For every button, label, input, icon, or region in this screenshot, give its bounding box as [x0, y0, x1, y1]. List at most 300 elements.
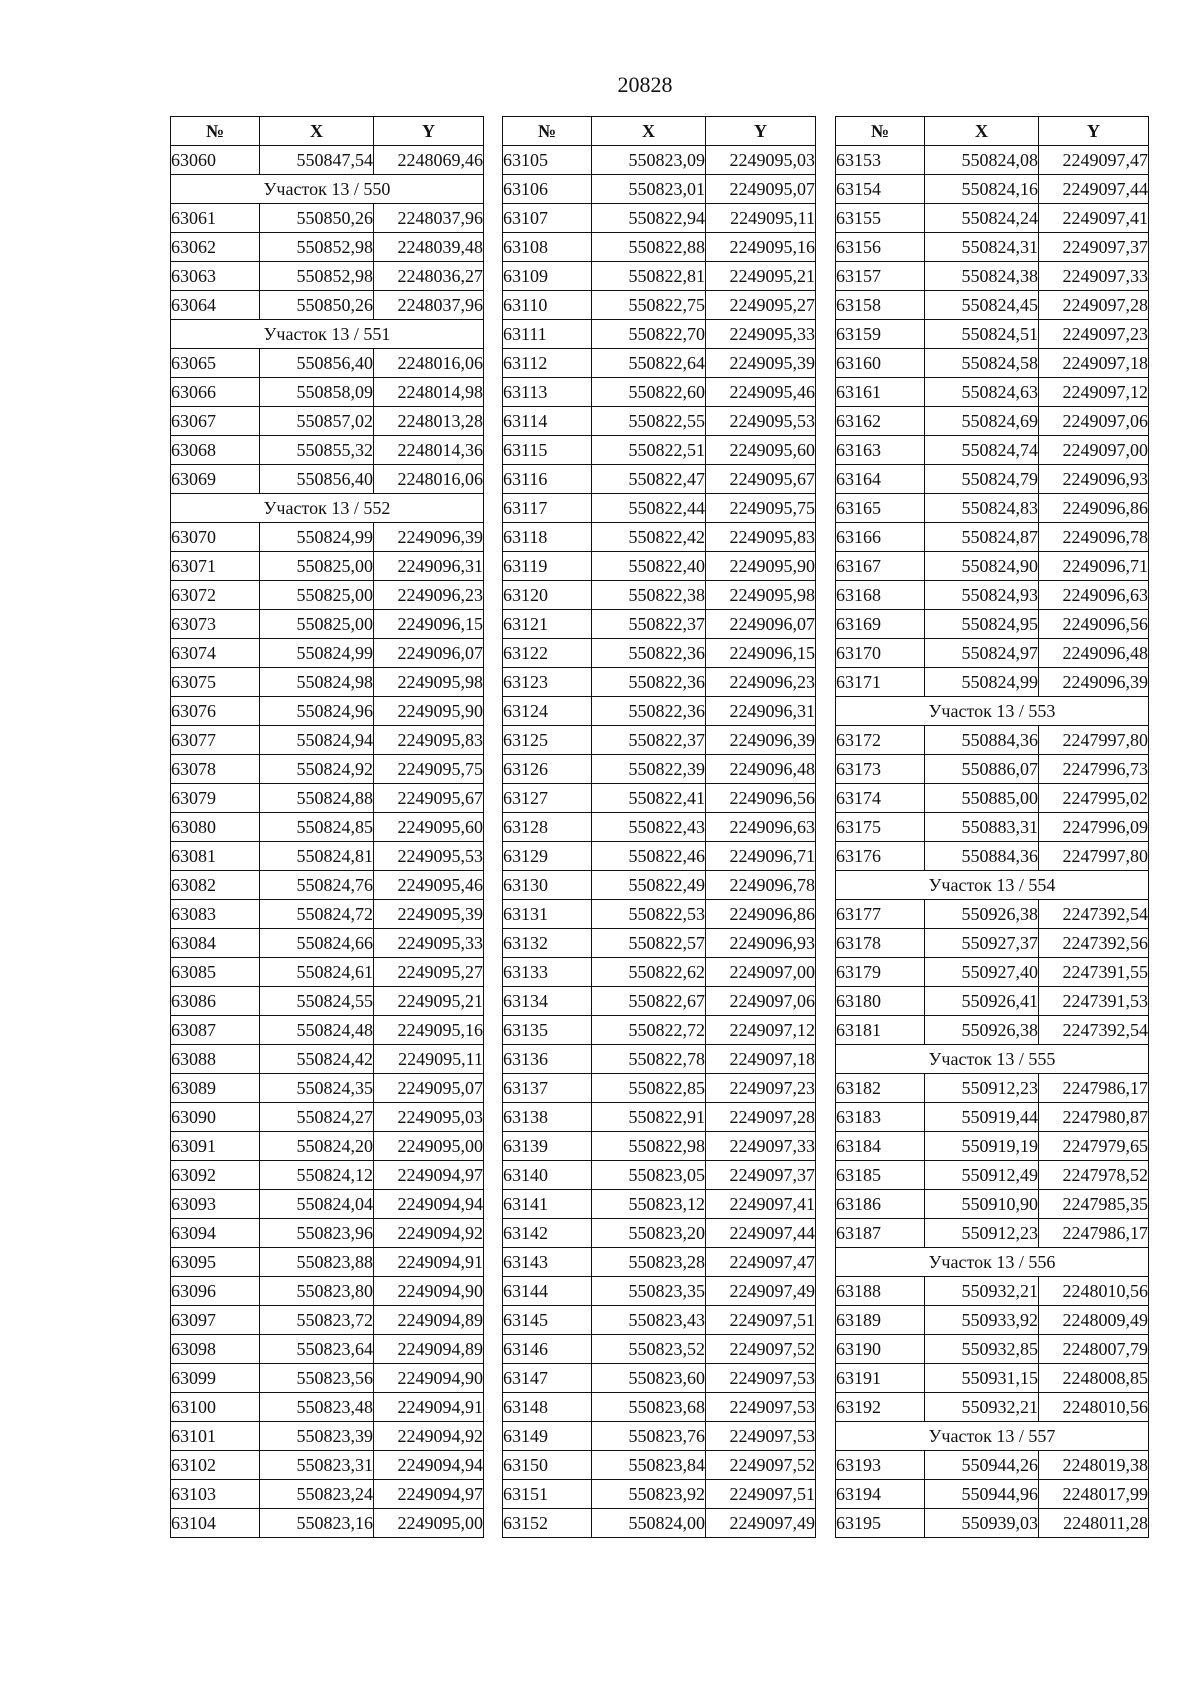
table-row — [171, 639, 484, 668]
table-row — [836, 610, 1149, 639]
table-row — [171, 378, 484, 407]
cell-x: 550822,67 — [592, 987, 706, 1016]
coordinates-table-right — [835, 116, 1149, 1538]
table-row — [171, 900, 484, 929]
cell-x: 550822,81 — [592, 262, 706, 291]
cell-y: 2249095,21 — [706, 262, 816, 291]
cell-x: 550824,63 — [925, 378, 1039, 407]
cell-x: 550824,08 — [925, 146, 1039, 175]
cell-y: 2247391,55 — [1039, 958, 1149, 987]
cell-y: 2247392,56 — [1039, 929, 1149, 958]
cell-x: 550824,27 — [260, 1103, 374, 1132]
section-row — [171, 494, 484, 523]
cell-y: 2249095,67 — [706, 465, 816, 494]
section-row — [171, 175, 484, 204]
cell-y: 2249095,33 — [374, 929, 484, 958]
cell-x: 550823,60 — [592, 1364, 706, 1393]
cell-x: 550910,90 — [925, 1190, 1039, 1219]
cell-y: 2248010,56 — [1039, 1277, 1149, 1306]
cell-y: 2248019,38 — [1039, 1451, 1149, 1480]
table-row — [171, 291, 484, 320]
cell-num: 63195 — [836, 1509, 925, 1538]
cell-num: 63090 — [171, 1103, 260, 1132]
cell-num: 63149 — [503, 1422, 592, 1451]
table-row — [836, 900, 1149, 929]
cell-num: 63083 — [171, 900, 260, 929]
cell-x: 550823,68 — [592, 1393, 706, 1422]
cell-x: 550823,52 — [592, 1335, 706, 1364]
cell-y: 2249094,94 — [374, 1190, 484, 1219]
cell-x: 550823,88 — [260, 1248, 374, 1277]
cell-num: 63067 — [171, 407, 260, 436]
cell-num: 63168 — [836, 581, 925, 610]
section-row — [836, 1422, 1149, 1451]
section-row — [836, 871, 1149, 900]
table-row — [171, 465, 484, 494]
cell-x: 550883,31 — [925, 813, 1039, 842]
cell-y: 2249095,16 — [706, 233, 816, 262]
cell-x: 550823,35 — [592, 1277, 706, 1306]
table-row — [836, 378, 1149, 407]
cell-x: 550824,85 — [260, 813, 374, 842]
table-row — [171, 987, 484, 1016]
cell-x: 550824,98 — [260, 668, 374, 697]
table-row — [503, 407, 816, 436]
cell-num: 63121 — [503, 610, 592, 639]
cell-x: 550825,00 — [260, 610, 374, 639]
table-row — [503, 1161, 816, 1190]
cell-x: 550822,38 — [592, 581, 706, 610]
table-row — [836, 726, 1149, 755]
cell-num: 63070 — [171, 523, 260, 552]
table-row — [171, 1016, 484, 1045]
cell-x: 550822,72 — [592, 1016, 706, 1045]
cell-x: 550824,92 — [260, 755, 374, 784]
table-row — [503, 929, 816, 958]
table-row — [836, 465, 1149, 494]
cell-y: 2249094,92 — [374, 1219, 484, 1248]
cell-x: 550912,23 — [925, 1219, 1039, 1248]
cell-y: 2249095,46 — [374, 871, 484, 900]
cell-y: 2249096,63 — [1039, 581, 1149, 610]
section-title: Участок 13 / 551 — [171, 320, 484, 349]
cell-y: 2249097,18 — [1039, 349, 1149, 378]
table-row — [171, 1132, 484, 1161]
cell-x: 550824,12 — [260, 1161, 374, 1190]
table-row — [836, 1277, 1149, 1306]
table-row — [171, 436, 484, 465]
cell-y: 2248014,98 — [374, 378, 484, 407]
table-row — [503, 523, 816, 552]
cell-num: 63172 — [836, 726, 925, 755]
cell-x: 550824,87 — [925, 523, 1039, 552]
cell-num: 63189 — [836, 1306, 925, 1335]
cell-y: 2249097,37 — [1039, 233, 1149, 262]
cell-x: 550822,43 — [592, 813, 706, 842]
cell-num: 63116 — [503, 465, 592, 494]
cell-y: 2249094,94 — [374, 1451, 484, 1480]
header-x: X — [260, 117, 374, 146]
table-row — [836, 320, 1149, 349]
cell-num: 63065 — [171, 349, 260, 378]
cell-x: 550824,42 — [260, 1045, 374, 1074]
section-row — [836, 1248, 1149, 1277]
table-row — [503, 813, 816, 842]
cell-y: 2249094,89 — [374, 1335, 484, 1364]
cell-y: 2249096,39 — [374, 523, 484, 552]
table-row — [836, 1480, 1149, 1509]
cell-x: 550824,24 — [925, 204, 1039, 233]
section-row — [836, 697, 1149, 726]
cell-x: 550823,20 — [592, 1219, 706, 1248]
cell-y: 2249097,06 — [1039, 407, 1149, 436]
cell-num: 63194 — [836, 1480, 925, 1509]
table-row — [171, 407, 484, 436]
cell-y: 2247995,02 — [1039, 784, 1149, 813]
cell-y: 2249094,97 — [374, 1161, 484, 1190]
cell-y: 2249097,52 — [706, 1451, 816, 1480]
cell-x: 550850,26 — [260, 204, 374, 233]
table-row — [836, 407, 1149, 436]
table-row — [503, 755, 816, 784]
cell-y: 2249095,11 — [706, 204, 816, 233]
table-row — [836, 349, 1149, 378]
cell-num: 63062 — [171, 233, 260, 262]
cell-x: 550822,49 — [592, 871, 706, 900]
cell-num: 63136 — [503, 1045, 592, 1074]
table-row — [171, 1103, 484, 1132]
table-row — [171, 233, 484, 262]
table-row — [503, 668, 816, 697]
table-row — [171, 1248, 484, 1277]
cell-y: 2248017,99 — [1039, 1480, 1149, 1509]
cell-num: 63085 — [171, 958, 260, 987]
cell-y: 2249094,91 — [374, 1248, 484, 1277]
table-row — [503, 1451, 816, 1480]
cell-num: 63191 — [836, 1364, 925, 1393]
cell-y: 2248010,56 — [1039, 1393, 1149, 1422]
cell-num: 63128 — [503, 813, 592, 842]
cell-y: 2249096,78 — [1039, 523, 1149, 552]
cell-y: 2249095,75 — [374, 755, 484, 784]
cell-y: 2249096,78 — [706, 871, 816, 900]
cell-num: 63177 — [836, 900, 925, 929]
cell-y: 2248016,06 — [374, 465, 484, 494]
cell-y: 2249096,48 — [706, 755, 816, 784]
table-row — [171, 1219, 484, 1248]
cell-num: 63089 — [171, 1074, 260, 1103]
cell-num: 63125 — [503, 726, 592, 755]
table-row — [171, 1480, 484, 1509]
cell-y: 2249097,12 — [1039, 378, 1149, 407]
header-num: № — [171, 117, 260, 146]
cell-y: 2248014,36 — [374, 436, 484, 465]
cell-x: 550912,23 — [925, 1074, 1039, 1103]
table-row — [503, 1509, 816, 1538]
cell-num: 63179 — [836, 958, 925, 987]
cell-num: 63140 — [503, 1161, 592, 1190]
table-row — [836, 958, 1149, 987]
cell-y: 2249095,33 — [706, 320, 816, 349]
cell-y: 2249096,86 — [1039, 494, 1149, 523]
cell-num: 63068 — [171, 436, 260, 465]
cell-x: 550858,09 — [260, 378, 374, 407]
table-row — [171, 581, 484, 610]
cell-x: 550823,76 — [592, 1422, 706, 1451]
cell-num: 63073 — [171, 610, 260, 639]
cell-num: 63086 — [171, 987, 260, 1016]
cell-y: 2249095,98 — [706, 581, 816, 610]
cell-x: 550824,76 — [260, 871, 374, 900]
cell-num: 63088 — [171, 1045, 260, 1074]
cell-y: 2249097,18 — [706, 1045, 816, 1074]
cell-num: 63080 — [171, 813, 260, 842]
cell-num: 63127 — [503, 784, 592, 813]
cell-x: 550822,85 — [592, 1074, 706, 1103]
cell-num: 63118 — [503, 523, 592, 552]
cell-y: 2249097,53 — [706, 1422, 816, 1451]
cell-num: 63137 — [503, 1074, 592, 1103]
table-row — [503, 1045, 816, 1074]
cell-num: 63110 — [503, 291, 592, 320]
cell-num: 63119 — [503, 552, 592, 581]
cell-num: 63071 — [171, 552, 260, 581]
table-row — [503, 1190, 816, 1219]
table-row — [836, 1335, 1149, 1364]
table-row — [503, 1016, 816, 1045]
cell-x: 550825,00 — [260, 552, 374, 581]
cell-num: 63107 — [503, 204, 592, 233]
cell-x: 550919,19 — [925, 1132, 1039, 1161]
table-row — [836, 581, 1149, 610]
cell-x: 550824,88 — [260, 784, 374, 813]
table-row — [836, 1132, 1149, 1161]
cell-x: 550824,93 — [925, 581, 1039, 610]
cell-y: 2249095,07 — [706, 175, 816, 204]
cell-y: 2249097,23 — [706, 1074, 816, 1103]
table-row — [503, 1306, 816, 1335]
cell-num: 63122 — [503, 639, 592, 668]
cell-x: 550919,44 — [925, 1103, 1039, 1132]
cell-num: 63096 — [171, 1277, 260, 1306]
table-row — [836, 813, 1149, 842]
cell-num: 63145 — [503, 1306, 592, 1335]
cell-x: 550822,70 — [592, 320, 706, 349]
table-row — [171, 204, 484, 233]
cell-x: 550912,49 — [925, 1161, 1039, 1190]
cell-num: 63091 — [171, 1132, 260, 1161]
cell-num: 63066 — [171, 378, 260, 407]
table-header-row — [503, 117, 816, 146]
cell-y: 2248008,85 — [1039, 1364, 1149, 1393]
cell-x: 550825,00 — [260, 581, 374, 610]
table-row — [171, 1364, 484, 1393]
table-row — [171, 1422, 484, 1451]
cell-y: 2249097,44 — [1039, 175, 1149, 204]
cell-x: 550824,16 — [925, 175, 1039, 204]
cell-num: 63178 — [836, 929, 925, 958]
table-row — [171, 697, 484, 726]
section-title: Участок 13 / 550 — [171, 175, 484, 204]
cell-y: 2249095,27 — [706, 291, 816, 320]
cell-num: 63170 — [836, 639, 925, 668]
cell-num: 63094 — [171, 1219, 260, 1248]
cell-y: 2249096,31 — [706, 697, 816, 726]
table-row — [836, 523, 1149, 552]
table-row — [171, 146, 484, 175]
table-row — [503, 1074, 816, 1103]
cell-y: 2249095,98 — [374, 668, 484, 697]
cell-y: 2249097,33 — [1039, 262, 1149, 291]
table-row — [503, 784, 816, 813]
cell-num: 63111 — [503, 320, 592, 349]
cell-num: 63133 — [503, 958, 592, 987]
cell-y: 2249097,53 — [706, 1393, 816, 1422]
cell-y: 2249097,53 — [706, 1364, 816, 1393]
table-row — [836, 1306, 1149, 1335]
cell-y: 2249095,21 — [374, 987, 484, 1016]
cell-x: 550823,43 — [592, 1306, 706, 1335]
cell-num: 63158 — [836, 291, 925, 320]
cell-num: 63134 — [503, 987, 592, 1016]
table-row — [503, 726, 816, 755]
cell-num: 63106 — [503, 175, 592, 204]
table-row — [171, 1335, 484, 1364]
cell-x: 550824,94 — [260, 726, 374, 755]
cell-y: 2249097,51 — [706, 1480, 816, 1509]
cell-y: 2247980,87 — [1039, 1103, 1149, 1132]
header-num: № — [503, 117, 592, 146]
cell-x: 550822,47 — [592, 465, 706, 494]
cell-num: 63087 — [171, 1016, 260, 1045]
table-row — [171, 1393, 484, 1422]
cell-x: 550944,96 — [925, 1480, 1039, 1509]
cell-num: 63081 — [171, 842, 260, 871]
table-row — [171, 842, 484, 871]
table-body — [171, 146, 484, 1538]
cell-x: 550823,56 — [260, 1364, 374, 1393]
cell-num: 63097 — [171, 1306, 260, 1335]
cell-x: 550824,69 — [925, 407, 1039, 436]
cell-x: 550823,39 — [260, 1422, 374, 1451]
cell-y: 2249096,56 — [1039, 610, 1149, 639]
cell-x: 550822,62 — [592, 958, 706, 987]
cell-x: 550822,53 — [592, 900, 706, 929]
cell-num: 63135 — [503, 1016, 592, 1045]
cell-x: 550824,66 — [260, 929, 374, 958]
cell-x: 550822,36 — [592, 697, 706, 726]
cell-num: 63138 — [503, 1103, 592, 1132]
cell-num: 63174 — [836, 784, 925, 813]
table-row — [503, 494, 816, 523]
cell-num: 63076 — [171, 697, 260, 726]
cell-num: 63144 — [503, 1277, 592, 1306]
cell-y: 2249096,39 — [706, 726, 816, 755]
cell-y: 2249096,07 — [706, 610, 816, 639]
table-row — [503, 697, 816, 726]
table-row — [503, 465, 816, 494]
cell-x: 550932,85 — [925, 1335, 1039, 1364]
cell-y: 2249095,53 — [706, 407, 816, 436]
cell-x: 550822,55 — [592, 407, 706, 436]
table-row — [836, 1103, 1149, 1132]
table-row — [836, 175, 1149, 204]
table-row — [503, 233, 816, 262]
cell-y: 2247391,53 — [1039, 987, 1149, 1016]
cell-x: 550823,72 — [260, 1306, 374, 1335]
cell-x: 550822,91 — [592, 1103, 706, 1132]
cell-y: 2248016,06 — [374, 349, 484, 378]
table-row — [503, 1248, 816, 1277]
cell-y: 2249095,75 — [706, 494, 816, 523]
cell-num: 63084 — [171, 929, 260, 958]
cell-num: 63150 — [503, 1451, 592, 1480]
cell-num: 63095 — [171, 1248, 260, 1277]
cell-x: 550822,44 — [592, 494, 706, 523]
cell-y: 2249095,90 — [374, 697, 484, 726]
cell-num: 63184 — [836, 1132, 925, 1161]
table-row — [503, 1335, 816, 1364]
cell-y: 2249095,07 — [374, 1074, 484, 1103]
cell-y: 2249095,16 — [374, 1016, 484, 1045]
table-row — [171, 668, 484, 697]
cell-num: 63092 — [171, 1161, 260, 1190]
cell-y: 2249096,15 — [374, 610, 484, 639]
cell-y: 2249096,23 — [706, 668, 816, 697]
cell-x: 550823,64 — [260, 1335, 374, 1364]
table-row — [503, 436, 816, 465]
cell-y: 2249095,83 — [706, 523, 816, 552]
table-row — [503, 552, 816, 581]
cell-x: 550822,57 — [592, 929, 706, 958]
cell-x: 550885,00 — [925, 784, 1039, 813]
page-number: 20828 — [617, 72, 673, 97]
cell-y: 2247978,52 — [1039, 1161, 1149, 1190]
cell-y: 2247392,54 — [1039, 1016, 1149, 1045]
table-row — [836, 146, 1149, 175]
table-row — [503, 1364, 816, 1393]
table-row — [836, 1190, 1149, 1219]
cell-y: 2249095,27 — [374, 958, 484, 987]
cell-x: 550823,09 — [592, 146, 706, 175]
cell-y: 2249097,37 — [706, 1161, 816, 1190]
cell-num: 63064 — [171, 291, 260, 320]
cell-x: 550823,05 — [592, 1161, 706, 1190]
table-row — [503, 1132, 816, 1161]
cell-x: 550824,79 — [925, 465, 1039, 494]
cell-num: 63099 — [171, 1364, 260, 1393]
cell-y: 2249096,48 — [1039, 639, 1149, 668]
cell-x: 550824,55 — [260, 987, 374, 1016]
cell-x: 550824,38 — [925, 262, 1039, 291]
cell-y: 2249095,83 — [374, 726, 484, 755]
table-row — [836, 1509, 1149, 1538]
section-row — [171, 320, 484, 349]
section-title: Участок 13 / 552 — [171, 494, 484, 523]
cell-y: 2249096,71 — [706, 842, 816, 871]
cell-num: 63146 — [503, 1335, 592, 1364]
cell-y: 2249095,46 — [706, 378, 816, 407]
cell-x: 550822,98 — [592, 1132, 706, 1161]
cell-y: 2249095,60 — [374, 813, 484, 842]
table-row — [503, 1422, 816, 1451]
cell-num: 63175 — [836, 813, 925, 842]
table-row — [171, 349, 484, 378]
table-body — [836, 146, 1149, 1538]
cell-x: 550944,26 — [925, 1451, 1039, 1480]
table-row — [836, 784, 1149, 813]
cell-x: 550822,42 — [592, 523, 706, 552]
